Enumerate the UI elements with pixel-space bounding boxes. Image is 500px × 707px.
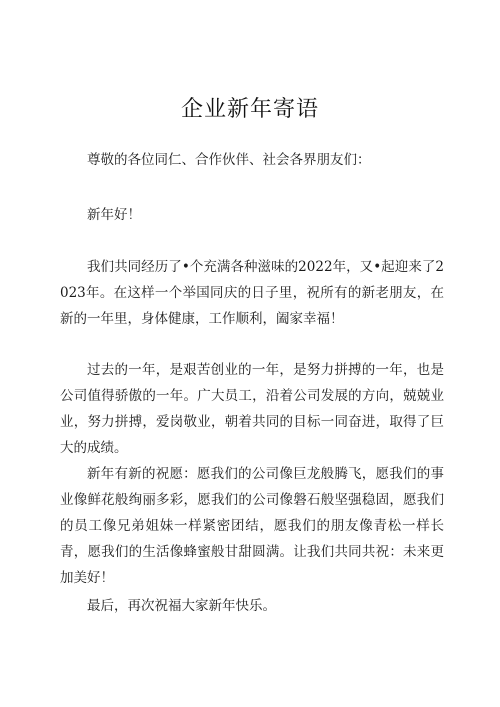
greeting: 新年好！ [87, 207, 141, 223]
body-paragraph-2: 过去的一年，是艰苦创业的一年，是努力拼搏的一年，也是公司值得骄傲的一年。广大员工，沿着公司发展的方向，兢兢业业，努力拼搏，爱岗敬业，朝着共同的目标一同奋进，取得了巨大的成绩。 [60, 362, 444, 456]
salutation: 尊敬的各位同仁、合作伙伴、社会各界朋友们： [87, 152, 371, 168]
closing-line: 最后，再次祝福大家新年快乐。 [87, 598, 276, 614]
document-title: 企业新年寄语 [180, 97, 319, 122]
body-paragraph-1: 我们共同经历了•个充满各种滋味的2022年，又•起迎来了2023年。在这样一个举国同庆的日子里，祝所有的新老朋友，在新的一年里，身体健康，工作顺利，阖家幸福！ [60, 259, 444, 327]
body-paragraph-3: 新年有新的祝愿：愿我们的公司像巨龙般腾飞，愿我们的事业像鲜花般绚丽多彩，愿我们的公司像磐石般坚强稳固，愿我们的员工像兄弟姐妹一样紧密团结，愿我们的朋友像青松一样长青，愿我们的生活像蜂蜜般甘甜圆满。让我们共同共祝：未来更加美好！ [60, 466, 444, 586]
